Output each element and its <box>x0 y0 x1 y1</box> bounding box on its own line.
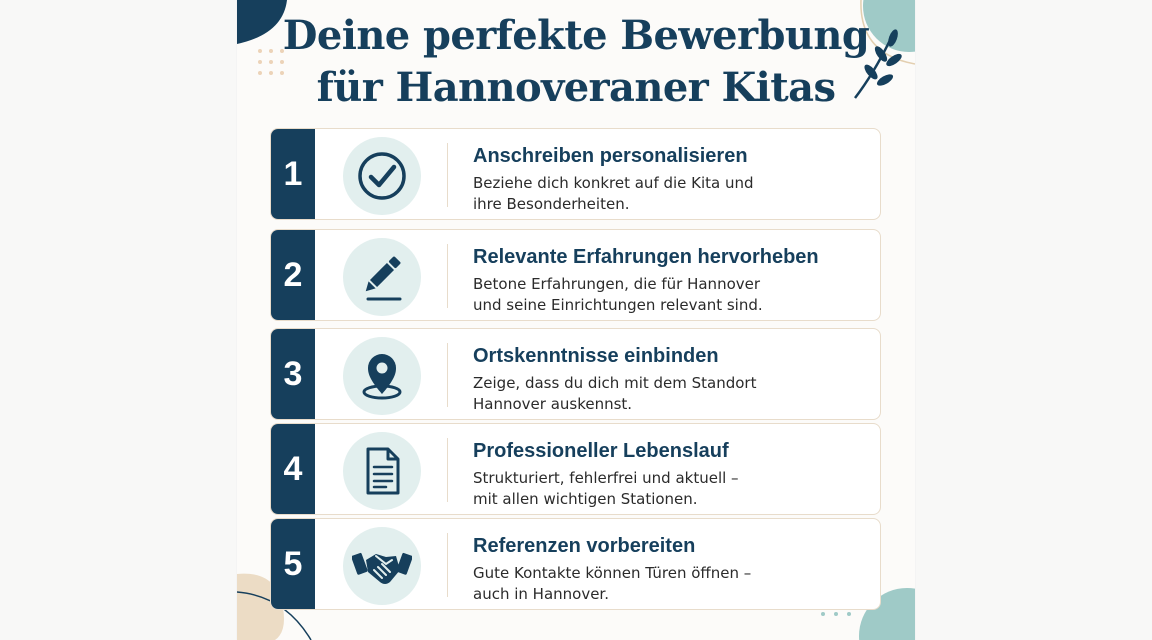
divider <box>447 343 448 407</box>
step-description <box>473 173 870 215</box>
step-description-line-2: ihre Besonderheiten. <box>473 195 630 213</box>
step-description-line-1: Gute Kontakte können Türen öffnen – <box>473 564 752 582</box>
step-description <box>473 563 870 605</box>
title-line-1: Deine perfekte Bewerbung <box>282 12 870 59</box>
step-title: Anschreiben personalisieren <box>473 145 748 167</box>
icon-circle <box>343 432 421 510</box>
step-title: Professioneller Lebenslauf <box>473 440 729 462</box>
step-description-line-1: Beziehe dich konkret auf die Kita und <box>473 174 754 192</box>
step-description-line-1: Betone Erfahrungen, die für Hannover <box>473 275 761 293</box>
step-description <box>473 373 870 415</box>
check-circle-icon <box>356 150 408 202</box>
step-description-line-2: Hannover auskennst. <box>473 395 633 413</box>
step-card-5 <box>270 518 881 610</box>
step-number: 2 <box>271 230 315 320</box>
divider <box>447 244 448 308</box>
title-line-2: für Hannoveraner Kitas <box>316 64 836 111</box>
step-number: 1 <box>271 129 315 219</box>
step-number: 5 <box>271 519 315 609</box>
step-description-line-2: mit allen wichtigen Stationen. <box>473 490 698 508</box>
step-description-line-2: auch in Hannover. <box>473 585 609 603</box>
step-card-3 <box>270 328 881 420</box>
icon-circle <box>343 238 421 316</box>
icon-circle <box>343 137 421 215</box>
step-title: Relevante Erfahrungen hervorheben <box>473 246 819 268</box>
icon-circle <box>343 527 421 605</box>
step-number: 4 <box>271 424 315 514</box>
step-card-4 <box>270 423 881 515</box>
pencil-icon <box>356 251 408 303</box>
step-title: Referenzen vorbereiten <box>473 535 696 557</box>
step-card-1 <box>270 128 881 220</box>
step-card-2 <box>270 229 881 321</box>
step-description-line-2: und seine Einrichtungen relevant sind. <box>473 296 763 314</box>
step-number: 3 <box>271 329 315 419</box>
step-description-line-1: Zeige, dass du dich mit dem Standort <box>473 374 757 392</box>
document-icon <box>356 445 408 497</box>
step-description <box>473 274 870 316</box>
divider <box>447 143 448 207</box>
infographic-poster <box>237 0 915 640</box>
icon-circle <box>343 337 421 415</box>
handshake-icon <box>352 540 412 592</box>
step-description <box>473 468 870 510</box>
divider <box>447 438 448 502</box>
step-title: Ortskenntnisse einbinden <box>473 345 719 367</box>
divider <box>447 533 448 597</box>
step-description-line-1: Strukturiert, fehlerfrei und aktuell – <box>473 469 739 487</box>
location-pin-icon <box>356 350 408 402</box>
page-title <box>237 10 915 114</box>
